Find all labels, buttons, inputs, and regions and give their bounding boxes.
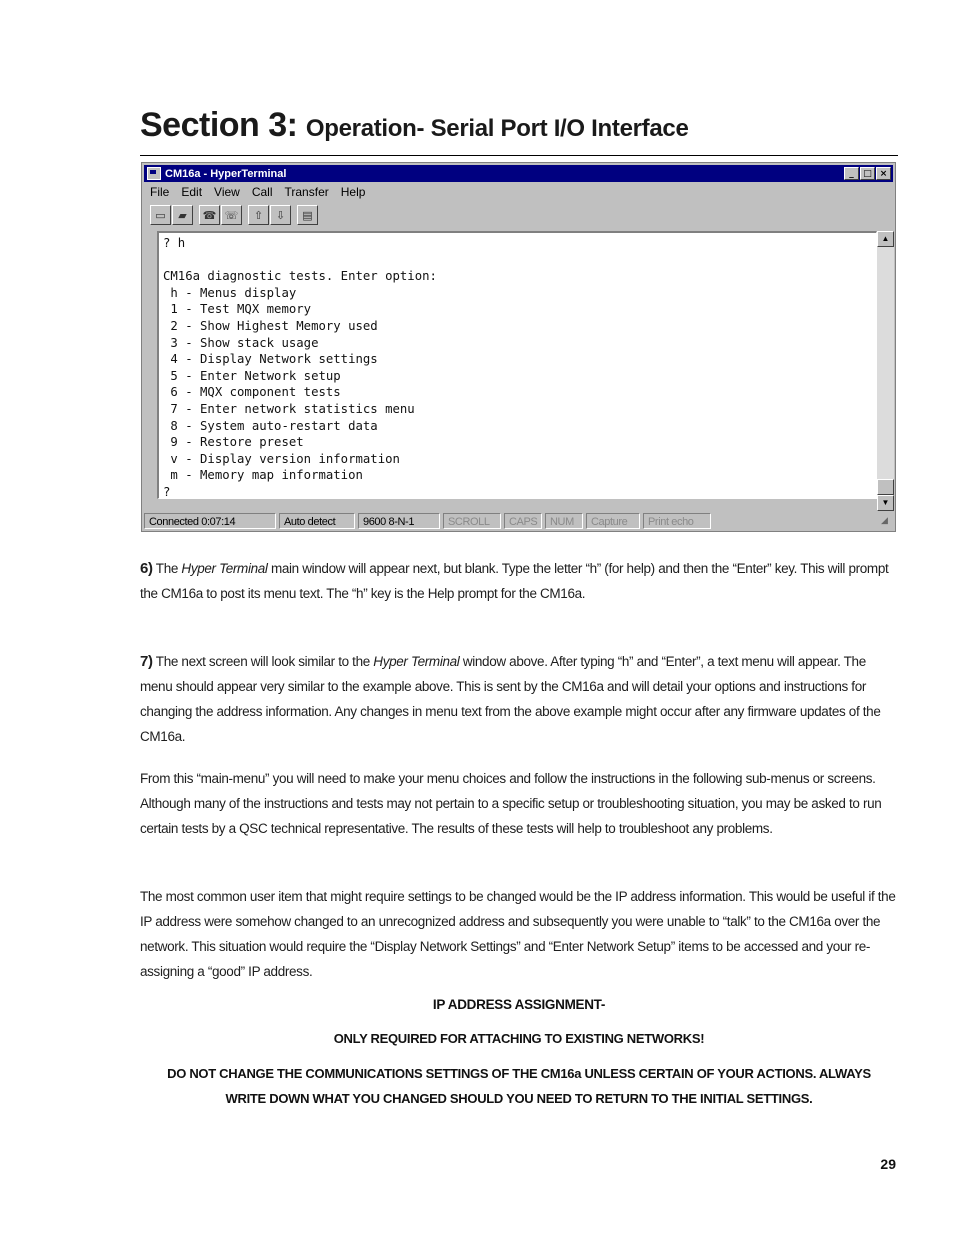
menu-edit[interactable]: Edit	[181, 185, 203, 199]
header-rule	[140, 155, 898, 156]
menu-file[interactable]: File	[150, 185, 170, 199]
step-6-paragraph	[140, 556, 900, 606]
send-icon[interactable]: ⇧	[248, 205, 269, 225]
properties-icon[interactable]: ▤	[297, 205, 318, 225]
scroll-thumb[interactable]	[877, 479, 894, 495]
step-6-number: 6)	[140, 560, 153, 577]
toolbar	[146, 204, 318, 226]
horizontal-strip	[157, 499, 877, 511]
page-header	[140, 108, 898, 142]
step-6-emphasis: Hyper Terminal	[181, 561, 268, 576]
open-icon[interactable]: ▰	[172, 205, 193, 225]
page-number: 29	[880, 1156, 896, 1172]
receive-icon[interactable]: ⇩	[270, 205, 291, 225]
menu-bar	[146, 184, 365, 200]
status-bar	[144, 512, 893, 530]
section-subtitle: Operation- Serial Port I/O Interface	[305, 115, 689, 142]
menu-help[interactable]: Help	[340, 185, 366, 199]
maximize-button[interactable]: □	[860, 167, 875, 180]
step-7-text-b: window above. After typing “h” and “Enter”, a text menu will appear. The menu should appear very similar to the example above. This is sent by the CM16a and will detail your options and instructions for changing the address information. Any changes in menu text from the above example might occur after any firmware updates of the CM16a.	[140, 654, 881, 744]
disconnect-icon[interactable]: ☏	[221, 205, 242, 225]
hyperterminal-window	[141, 162, 896, 532]
menu-call[interactable]: Call	[251, 185, 273, 199]
scroll-down-icon[interactable]: ▼	[877, 495, 894, 511]
step-6-text-a: The	[152, 561, 182, 576]
menu-transfer[interactable]: Transfer	[284, 185, 329, 199]
window-title: CM16a - HyperTerminal	[165, 167, 287, 180]
status-num: NUM	[545, 513, 583, 529]
status-connected: Connected 0:07:14	[144, 513, 276, 529]
step-7-number: 7)	[140, 653, 153, 670]
status-capture: Capture	[586, 513, 640, 529]
scroll-up-icon[interactable]: ▲	[877, 231, 894, 247]
status-settings: 9600 8-N-1	[358, 513, 440, 529]
minimize-button[interactable]: _	[844, 167, 859, 180]
main-menu-paragraph: From this “main-menu” you will need to make your menu choices and follow the instructions in the following sub-menus or screens. Although many of the instructions and tests may not pertain to a specific setup or troubleshooting situation, you may be asked to run certain tests by a QSC technical representative. The results of these tests will help to troubleshoot any problems.	[140, 771, 882, 836]
menu-view[interactable]: View	[214, 185, 240, 199]
settings-warning: DO NOT CHANGE THE COMMUNICATIONS SETTINGS OF THE CM16a UNLESS CERTAIN OF YOUR ACTIONS. ALWAYS WRITE DOWN WHAT YOU CHANGED SHOULD YOU NEED TO RETURN TO THE INITIAL SETTINGS.	[167, 1066, 871, 1106]
common-settings-paragraph: The most common user item that might require settings to be changed would be the IP address information. This would be useful if the IP address were somehow changed to an unrecognized address and subsequently you were unable to “talk” to the CM16a over the network. This situation would require the “Display Network Settings” and “Enter Network Setup” items to be accessed and your re-assigning a “good” IP address.	[140, 889, 896, 979]
new-icon[interactable]: ▭	[150, 205, 171, 225]
resize-grip-icon[interactable]: ◢	[881, 515, 888, 525]
hyperterminal-icon	[147, 167, 161, 180]
status-scroll: SCROLL	[443, 513, 501, 529]
close-button[interactable]: ×	[876, 167, 891, 180]
status-detect: Auto detect	[279, 513, 355, 529]
status-caps: CAPS	[504, 513, 542, 529]
connect-icon[interactable]: ☎	[199, 205, 220, 225]
terminal-output[interactable]	[157, 231, 877, 499]
vertical-scrollbar[interactable]	[877, 231, 894, 511]
window-titlebar[interactable]	[144, 165, 893, 182]
network-warning: ONLY REQUIRED FOR ATTACHING TO EXISTING NETWORKS!	[333, 1031, 705, 1046]
terminal-text: ? h CM16a diagnostic tests. Enter option: h - Menus display 1 - Test MQX memory 2 - Show Highest Memory used 3 - Show stack usage 4 - Display Network settings 5 - Enter Network setup 6 - MQX component tests 7 - Enter network statistics menu 8 - System auto-restart data 9 - Restore preset v - Display version information m - Memory map information ? _	[163, 236, 437, 499]
step-7-emphasis: Hyper Terminal	[373, 654, 460, 669]
step-7-text-a: The next screen will look similar to the	[152, 654, 374, 669]
ip-assignment-heading: IP ADDRESS ASSIGNMENT-	[432, 997, 606, 1012]
section-label: Section 3:	[140, 106, 298, 144]
status-print-echo: Print echo	[643, 513, 711, 529]
page-title	[140, 108, 898, 142]
step-6-text-b: main window will appear next, but blank. Type the letter “h” (for help) and then the “Enter” key. This will prompt the CM16a to post its menu text. The “h” key is the Help prompt for the CM16a.	[140, 561, 889, 601]
step-7-paragraph	[140, 649, 900, 749]
